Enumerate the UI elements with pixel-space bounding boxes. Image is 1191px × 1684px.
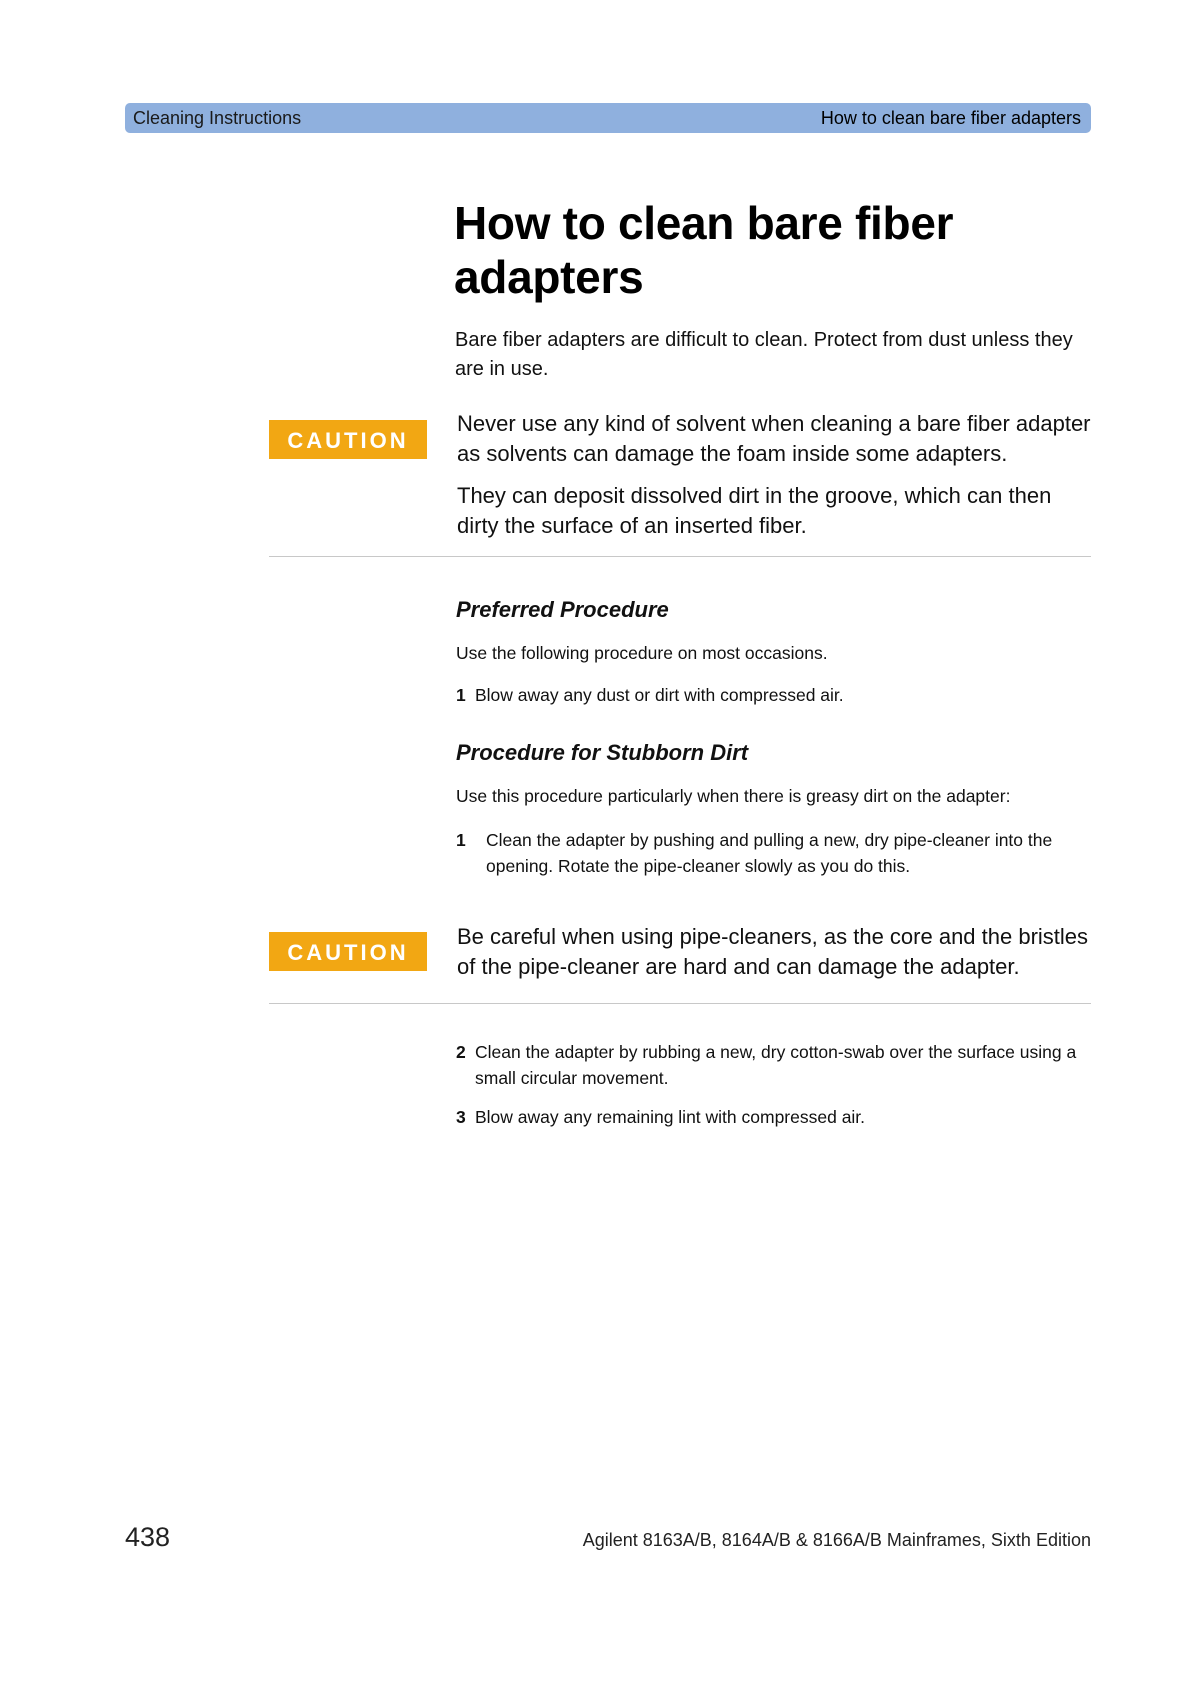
footer-doc-title: Agilent 8163A/B, 8164A/B & 8166A/B Mainframes, Sixth Edition — [582, 1530, 1091, 1550]
step-text: Blow away any remaining lint with compressed air. — [475, 1107, 866, 1127]
caution-text: Be careful when using pipe-cleaners, as the core and the bristles of the pipe-cleaner are hard and can damage the adapter. — [457, 924, 1089, 979]
step-number: 1 — [456, 830, 466, 850]
caution-badge: CAUTION — [269, 932, 427, 971]
page-title: How to clean bare fiber adapters — [454, 197, 954, 303]
divider — [269, 556, 1091, 557]
step-text: Clean the adapter by pushing and pulling a new, dry pipe-cleaner into the opening. Rotate the pipe-cleaner slowly as you do this. — [486, 830, 1053, 876]
step-text: Clean the adapter by rubbing a new, dry cotton-swab over the surface using a small circular movement. — [475, 1042, 1077, 1088]
section-heading: Preferred Procedure — [456, 597, 669, 622]
section-heading: Procedure for Stubborn Dirt — [456, 740, 749, 765]
step-number: 3 — [456, 1107, 466, 1127]
caution-badge: CAUTION — [269, 420, 427, 459]
header-topic: How to clean bare fiber adapters — [820, 108, 1081, 128]
divider — [269, 1003, 1091, 1004]
intro-paragraph: Bare fiber adapters are difficult to clean. Protect from dust unless they are in use. — [455, 329, 1073, 380]
running-header — [125, 103, 1091, 133]
section-intro: Use the following procedure on most occasions. — [456, 643, 828, 663]
step-number: 2 — [456, 1042, 466, 1062]
page-number: 438 — [125, 1522, 171, 1552]
step-text: Blow away any dust or dirt with compressed air. — [475, 685, 844, 705]
section-intro: Use this procedure particularly when there is greasy dirt on the adapter: — [456, 786, 1011, 806]
caution-text: Never use any kind of solvent when cleaning a bare fiber adapter as solvents can damage the foam inside some adapters. — [457, 411, 1091, 466]
caution-text: They can deposit dissolved dirt in the groove, which can then dirty the surface of an inserted fiber. — [457, 483, 1052, 538]
step-number: 1 — [456, 685, 466, 705]
header-section: Cleaning Instructions — [133, 108, 302, 128]
